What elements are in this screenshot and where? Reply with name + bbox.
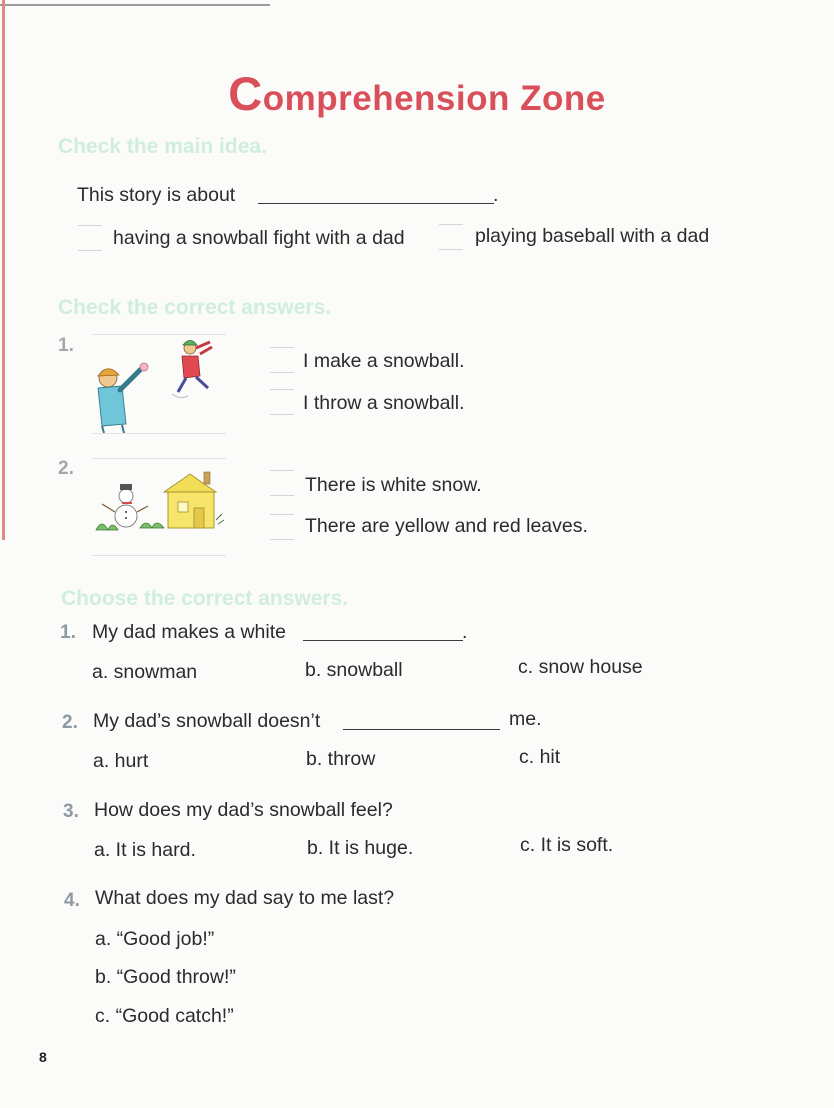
kids-snowball-drawing — [92, 334, 226, 434]
page-title: Comprehension Zone — [228, 67, 606, 120]
item-1-option-1: I make a snowball. — [303, 350, 465, 372]
main-idea-prompt-end: . — [493, 184, 499, 206]
question-3-choice-b[interactable]: b. It is huge. — [307, 837, 414, 859]
question-1-after: . — [462, 621, 468, 643]
question-4-choice-b[interactable]: b. “Good throw!” — [95, 966, 236, 988]
question-number-1: 1. — [60, 622, 76, 643]
page-number: 8 — [39, 1049, 47, 1065]
question-2-text: My dad’s snowball doesn’t — [93, 710, 321, 732]
question-4-choice-c[interactable]: c. “Good catch!” — [95, 1005, 234, 1027]
item-number-1: 1. — [58, 335, 74, 356]
snowman-house-drawing — [92, 458, 226, 556]
item-2-option-1: There is white snow. — [305, 474, 482, 496]
question-1-choice-b[interactable]: b. snowball — [305, 659, 403, 681]
question-2-choice-c[interactable]: c. hit — [519, 746, 561, 768]
main-idea-prompt: This story is about — [77, 184, 236, 206]
question-number-2: 2. — [62, 712, 78, 733]
question-1-blank[interactable] — [303, 640, 463, 641]
main-idea-checkbox-1[interactable] — [78, 225, 102, 251]
main-idea-blank[interactable] — [258, 203, 494, 204]
question-1-choice-c[interactable]: c. snow house — [518, 656, 643, 678]
item-1-checkbox-2[interactable] — [270, 389, 294, 415]
item-2-checkbox-1[interactable] — [270, 470, 294, 496]
question-2-blank[interactable] — [343, 729, 500, 730]
question-1-text: My dad makes a white — [92, 621, 287, 643]
main-idea-heading: Check the main idea. — [58, 135, 267, 158]
question-2-choice-a[interactable]: a. hurt — [93, 750, 149, 772]
main-idea-checkbox-2[interactable] — [439, 224, 463, 250]
top-rule — [0, 4, 270, 6]
choose-answers-heading: Choose the correct answers. — [61, 587, 349, 610]
main-idea-option-1: having a snowball fight with a dad — [113, 227, 405, 249]
kids-snowball-illustration — [92, 334, 226, 434]
question-3-choice-a[interactable]: a. It is hard. — [94, 839, 196, 861]
question-4-choice-a[interactable]: a. “Good job!” — [95, 928, 215, 950]
item-1-option-2: I throw a snowball. — [303, 392, 465, 414]
main-idea-option-2: playing baseball with a dad — [475, 225, 710, 247]
correct-answers-heading: Check the correct answers. — [58, 296, 332, 319]
question-3-choice-c[interactable]: c. It is soft. — [520, 834, 614, 856]
question-number-4: 4. — [64, 890, 80, 911]
question-4-text: What does my dad say to me last? — [95, 887, 395, 909]
item-1-checkbox-1[interactable] — [270, 347, 294, 373]
item-2-option-2: There are yellow and red leaves. — [305, 515, 588, 537]
item-2-checkbox-2[interactable] — [270, 514, 294, 540]
question-2-choice-b[interactable]: b. throw — [306, 748, 376, 770]
snowman-house-illustration — [92, 458, 226, 556]
question-2-after: me. — [509, 708, 542, 730]
question-3-text: How does my dad’s snowball feel? — [94, 799, 393, 821]
question-number-3: 3. — [63, 801, 79, 822]
item-number-2: 2. — [58, 458, 74, 479]
question-1-choice-a[interactable]: a. snowman — [92, 661, 198, 683]
